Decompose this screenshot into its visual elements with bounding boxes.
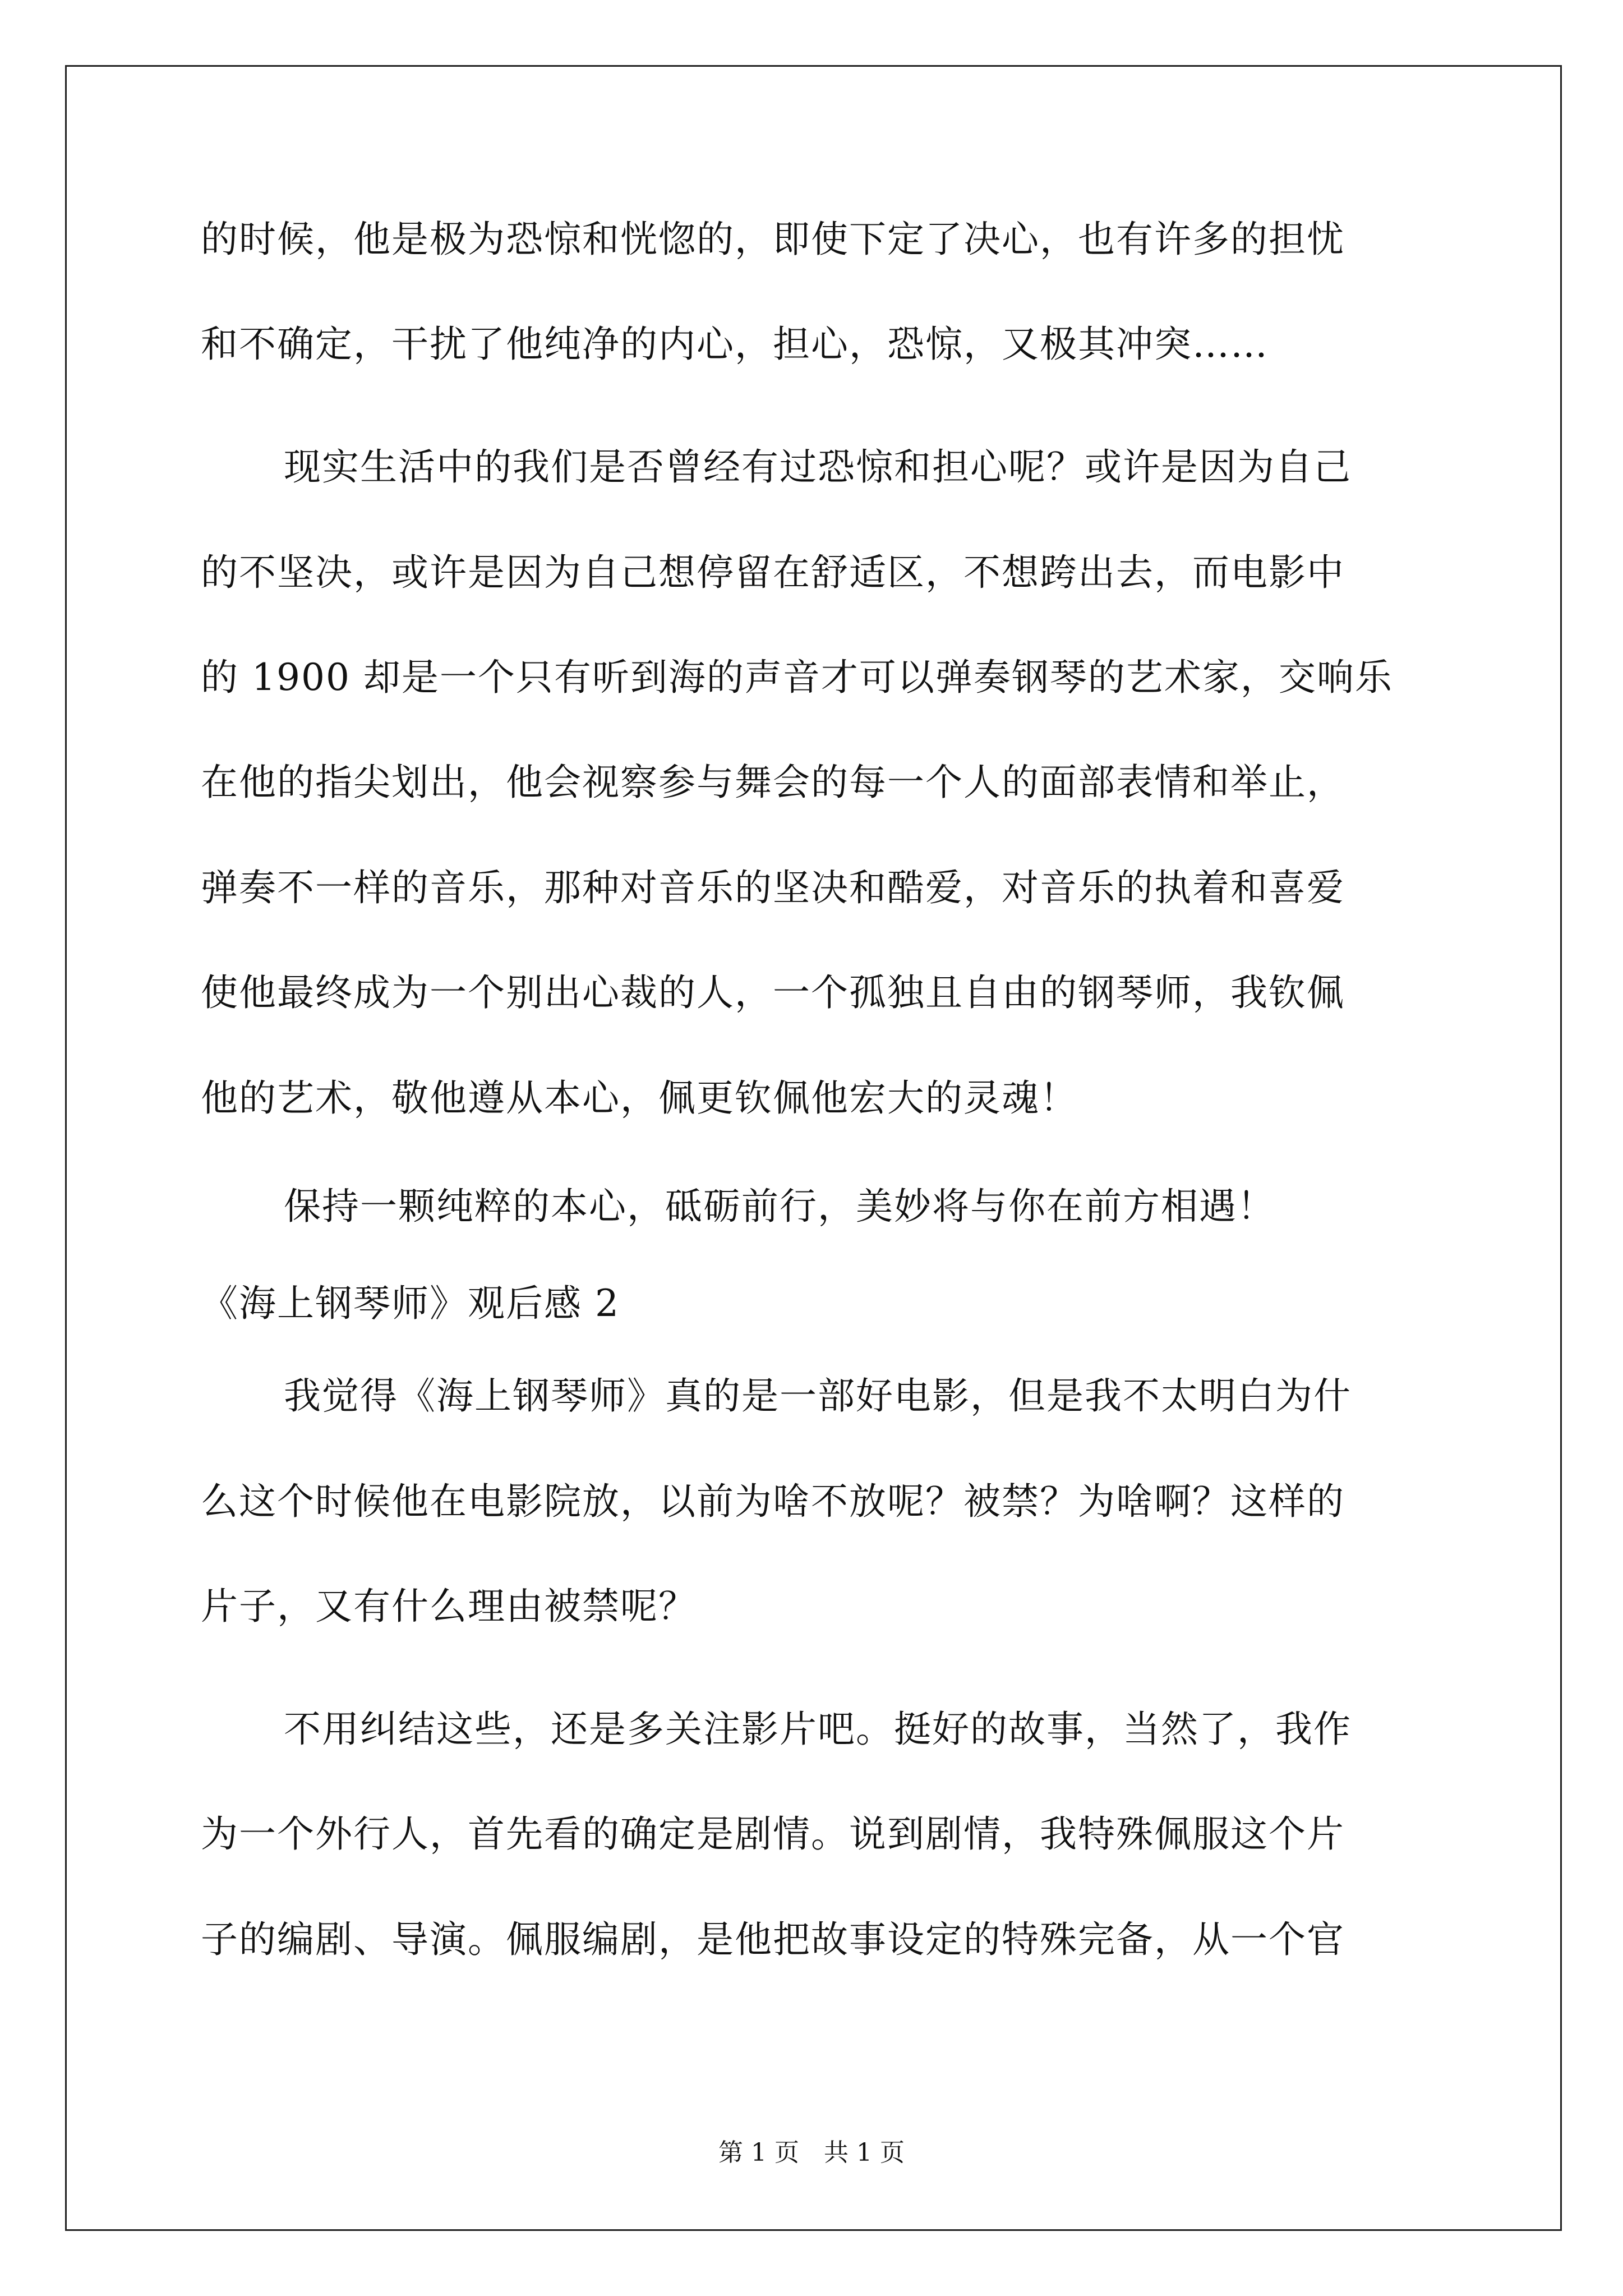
- section-title: 《海上钢琴师》观后感 2: [201, 1282, 620, 1325]
- text-line: 片子，又有什么理由被禁呢？: [201, 1585, 697, 1628]
- text-line: 弹奏不一样的音乐，那种对音乐的坚决和酷爱，对音乐的执着和喜爱: [201, 866, 1345, 909]
- paragraph-first-line: 保持一颗纯粹的本心，砥砺前行，美妙将与你在前方相遇！: [284, 1185, 1275, 1228]
- text-line: 为一个外行人，首先看的确定是剧情。说到剧情，我特殊佩服这个片: [201, 1812, 1345, 1856]
- text-line: 的 1900 却是一个只有听到海的声音才可以弹奏钢琴的艺术家，交响乐: [201, 656, 1393, 699]
- text-line: 么这个时候他在电影院放，以前为啥不放呢？被禁？为啥啊？这样的: [201, 1480, 1345, 1523]
- paragraph-first-line: 我觉得《海上钢琴师》真的是一部好电影，但是我不太明白为什: [284, 1374, 1352, 1418]
- page-footer: 第 1 页 共 1 页: [718, 2138, 905, 2167]
- paragraph-first-line: 不用纠结这些，还是多关注影片吧。挺好的故事，当然了，我作: [284, 1708, 1352, 1751]
- text-line: 的不坚决，或许是因为自己想停留在舒适区，不想跨出去，而电影中: [201, 551, 1345, 594]
- text-line: 在他的指尖划出，他会视察参与舞会的每一个人的面部表情和举止，: [201, 761, 1345, 804]
- text-line: 子的编剧、导演。佩服编剧，是他把故事设定的特殊完备，从一个官: [201, 1918, 1345, 1961]
- text-line: 的时候，他是极为恐惊和恍惚的，即使下定了决心，也有许多的担忧: [201, 218, 1345, 261]
- page-border: [65, 65, 1562, 2231]
- text-line: 和不确定，干扰了他纯净的内心，担心，恐惊，又极其冲突……: [201, 323, 1269, 366]
- text-line: 使他最终成为一个别出心裁的人，一个孤独且自由的钢琴师，我钦佩: [201, 971, 1345, 1014]
- paragraph-first-line: 现实生活中的我们是否曾经有过恐惊和担心呢？或许是因为自己: [284, 445, 1352, 489]
- text-line: 他的艺术，敬他遵从本心，佩更钦佩他宏大的灵魂！: [201, 1076, 1078, 1120]
